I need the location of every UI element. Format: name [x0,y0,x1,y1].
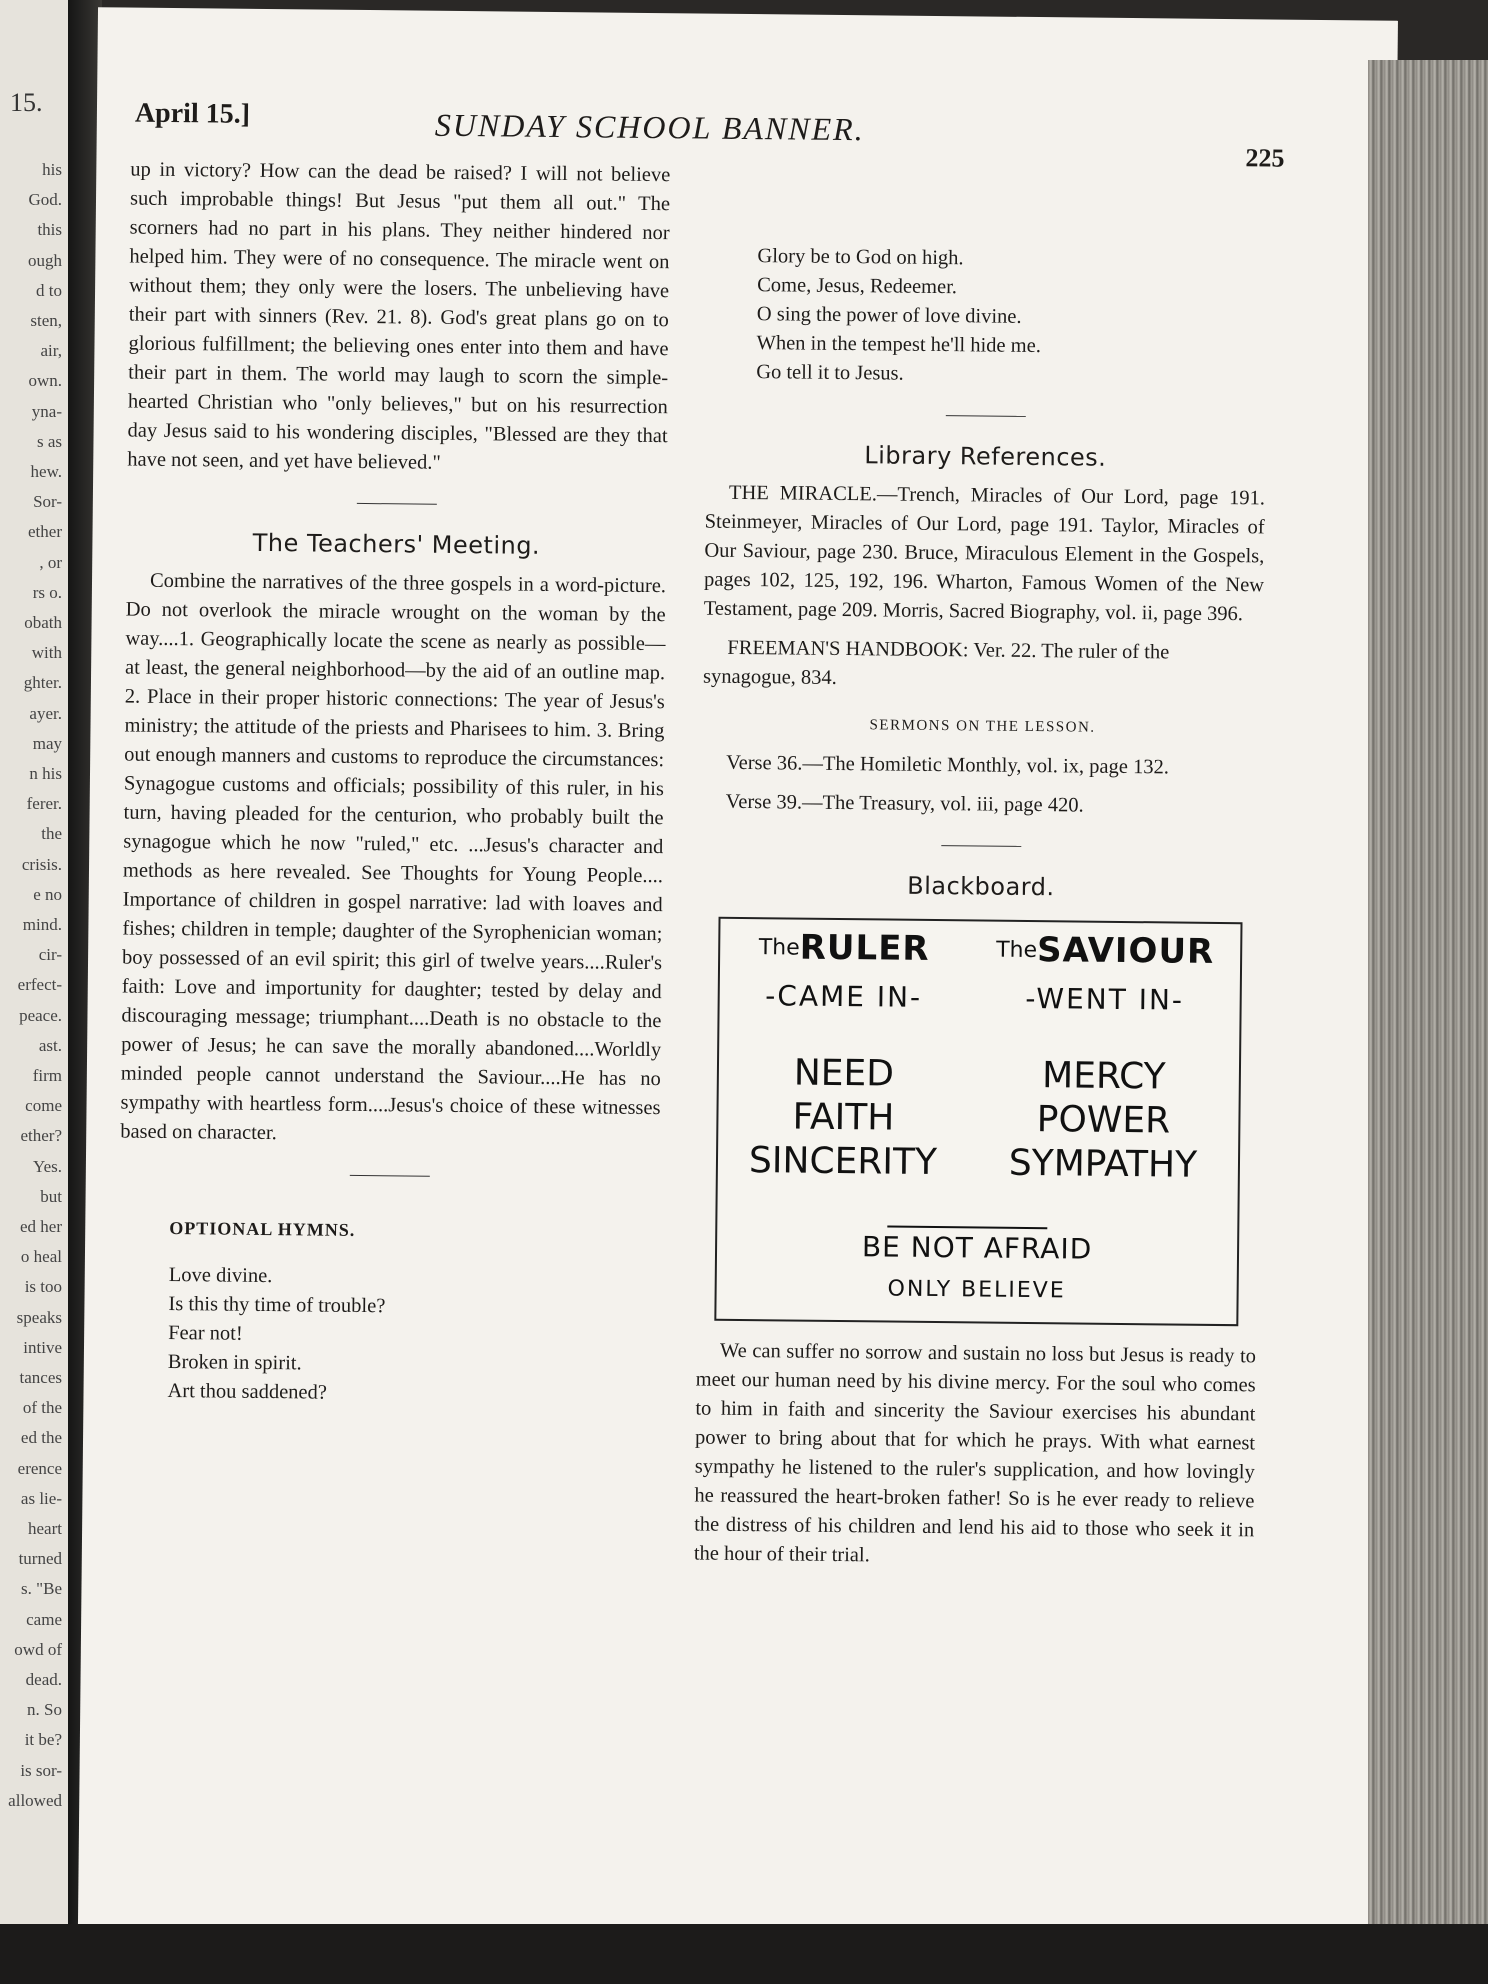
hymn-line: Art thou saddened? [167,1379,328,1404]
left-page-fragment: with [31,643,62,663]
left-page-fragment: ferer. [26,794,62,814]
hymn-line: When in the tempest he'll hide me. [756,332,1042,358]
left-page-fragment: o heal [20,1247,62,1267]
left-page-fragment: ether? [20,1126,62,1146]
left-page-fragment: crisis. [21,854,62,874]
left-page-fragment: God. [28,190,62,210]
left-page-fragment: ast. [38,1035,62,1055]
divider [357,503,437,505]
intro-paragraph: up in victory? How can the dead be raised? I will not believe such improbable things! But Jesus "put them all out." The scorners had no part in his plans. They neither hindered nor helped him. They were of no consequence. The miracle went on without them; they only were the losers. The unbelieving have their part with sinners (Rev. 21. 8). God's great plans go on to glorious fulfillment; the believing ones enter into them and have their part in them. The world may laugh to scorn the simple-hearted Christian who "only believes," but on his resurrection day Jesus said to his wondering disciples, "Blessed are they that have not seen, and yet have believed." [127,158,671,474]
left-page-fragment: ether [28,522,62,542]
divider [946,415,1026,417]
blackboard-right-word: SYMPATHY [1008,1142,1198,1186]
left-page-fragment: speaks [16,1307,62,1327]
hymn-line: O sing the power of love divine. [756,303,1022,328]
left-page-fragment: allowed [8,1790,62,1810]
hymn-line: Come, Jesus, Redeemer. [757,274,958,299]
left-page-fragment: sten, [30,311,62,330]
left-page-fragment: is sor- [20,1760,62,1780]
sermons-heading: SERMONS ON THE LESSON. [869,717,1096,736]
left-page-fragment: yna- [31,401,62,421]
left-page-fragment: ed the [20,1428,62,1448]
blackboard-heading: Blackboard. [907,871,1055,902]
left-page-fragment: this [37,220,62,240]
left-page-fragment: is too [24,1277,62,1297]
left-page-fragment: erence [17,1458,62,1478]
left-page-fragment: air, [40,341,62,361]
hymn-line: Love divine. [168,1264,273,1288]
freeman-handbook-text: FREEMAN'S HANDBOOK: Ver. 22. The ruler of the synagogue, 834. [702,636,1170,689]
left-column [117,156,670,1412]
left-page-fragment: but [40,1186,62,1206]
hymn-line: Go tell it to Jesus. [756,361,904,385]
right-column [694,242,1268,1575]
sermon-reference: Verse 36.—The Homiletic Monthly, vol. ix, page 132. [726,751,1170,779]
blackboard-underline [887,1226,1047,1230]
left-page-fragment: the [41,824,62,844]
left-page-fragment: Yes. [33,1156,62,1176]
left-page-fragment: n. So [27,1700,62,1720]
left-page-fragment: ayer. [29,703,62,723]
blackboard-right-subtitle: -WENT IN- [1025,981,1185,1017]
left-page-fragment: , or [39,552,62,572]
left-page-fragment: turned [18,1549,62,1569]
closing-paragraph: We can suffer no sorrow and sustain no loss but Jesus is ready to meet our human need by his divine mercy. For the soul who comes to him in faith and sincerity the Saviour exercises his abundant power to bring about that for which he prays. With what earnest sympathy he listened to the ruler's supplication, and how lovingly he reassured the heart-broken father! So is he ever ready to relieve the distress of his children and lend his aid to those who seek it in the hour of their trial. [693,1339,1257,1567]
left-page-fragment: firm [32,1066,62,1085]
blackboard-left-word: SINCERITY [748,1140,938,1184]
left-page-fragment: s. "Be [21,1579,62,1599]
left-page-fragment: may [32,733,62,753]
teachers-meeting-text: Combine the narratives of the three gospels in a word-picture. Do not overlook the miracle wrought on the woman by the way....1. Geographically locate the scene as nearly as possible—at least, the general neighborhood—by the aid of an outline map. 2. Place in their proper historic connections: The year of Jesus's ministry; the attitude of the priests and Pharisees to him. 3. Bring out enough manners and customs to reproduce the circumstances: Synagogue customs and officials; possibility of this ruler, in his turn, having pleaded for the centurion, who probably built the synagogue which he now "ruled," etc. ...Jesus's character and methods as here revealed. See Thoughts for Young People.... Importance of children in gospel narrative: lad with loaves and fishes; children in temple; daughter of the Syrophenician woman; boy possessed of an evil spirit; this girl of twelve years....Ruler's faith: Love and importunity for daughter; tested by delay and discouraging message; triumphant....Death is no obstacle to the power of Jesus; he can save the morally abandoned....Worldly minded people cannot understand the Saviour....He has no sympathy with heartless form....Jesus's choice of these witnesses based on character. [120,569,667,1145]
left-page-fragment: d to [36,280,62,300]
blackboard-left-subtitle: -CAME IN- [765,979,923,1014]
book-page [77,7,1397,1983]
left-page-fragment: tances [19,1368,62,1387]
page-header [134,88,1326,173]
left-page-fragment: ed her [19,1217,62,1236]
header-title: SUNDAY SCHOOL BANNER. [434,106,865,148]
left-page-fragment: n his [29,764,62,783]
left-page-fragment: erfect- [17,975,62,995]
left-page-edge [0,0,68,1984]
left-page-fragment: s as [36,431,62,451]
blackboard-left-title: TheRULER [758,927,930,969]
left-page-fragment: e no [33,884,62,904]
left-page-fragment: own. [28,371,62,391]
optional-hymns-heading: OPTIONAL HYMNS. [169,1218,356,1240]
blackboard-right-title: TheSAVIOUR [996,930,1215,972]
left-page-fragment: came [26,1609,62,1629]
left-page-fragment: rs o. [32,582,62,602]
divider [350,1175,430,1177]
left-page-fragment: ough [28,250,62,270]
left-page-fragment: cir- [38,945,62,965]
blackboard-right-word: POWER [1036,1099,1171,1142]
left-page-fragment: Sor- [33,492,62,512]
hymn-line: Broken in spirit. [167,1350,302,1375]
left-page-fragment: of the [22,1398,62,1418]
left-page-fragment: mind. [22,915,62,934]
left-page-fragment: his [42,160,62,179]
left-page-fragment: intive [23,1337,62,1357]
hymn-line: Is this thy time of trouble? [168,1293,386,1318]
blackboard-right-word: MERCY [1041,1055,1166,1098]
left-page-fragment: it be? [24,1730,62,1750]
left-page-fragment: ghter. [23,673,62,693]
left-page-fragment: come [25,1096,62,1116]
page-fore-edge [1368,60,1488,1984]
left-page-fragment: as lie- [20,1488,62,1508]
header-page-number: 225 [1245,143,1285,173]
left-page-number: 15. [10,88,43,117]
blackboard-line-be-not-afraid: BE NOT AFRAID [861,1230,1093,1266]
left-page-fragment: obath [24,613,62,632]
library-references-heading: Library References. [864,441,1107,472]
bottom-shadow [0,1924,1488,1984]
left-page-fragment: dead. [25,1670,62,1689]
library-references-text: THE MIRACLE.—Trench, Miracles of Our Lord, page 191. Steinmeyer, Miracles of Our Lord, page 191. Taylor, Miracles of Our Saviour, page 230. Bruce, Miraculous Element in the Gospels, pages 102, 125, 192, 196. Wharton, Famous Women of the New Testament, page 209. Morris, Sacred Biography, vol. ii, page 396. [703,481,1266,626]
left-page-fragment: heart [28,1519,62,1538]
left-page-fragment: peace. [19,1005,62,1025]
blackboard-left-word: FAITH [792,1096,895,1139]
header-date: April 15.] [134,97,251,130]
hymn-line: Glory be to God on high. [757,245,964,270]
left-page-fragment: hew. [30,462,62,481]
sermon-reference: Verse 39.—The Treasury, vol. iii, page 420. [725,790,1084,817]
blackboard-left-word: NEED [793,1052,895,1095]
teachers-meeting-heading: The Teachers' Meeting. [252,528,541,560]
divider [941,845,1021,847]
blackboard-diagram [714,917,1242,1326]
hymn-line: Fear not! [168,1322,243,1345]
blackboard-line-only-believe: ONLY BELIEVE [887,1276,1066,1304]
left-page-fragment: owd of [14,1639,62,1659]
